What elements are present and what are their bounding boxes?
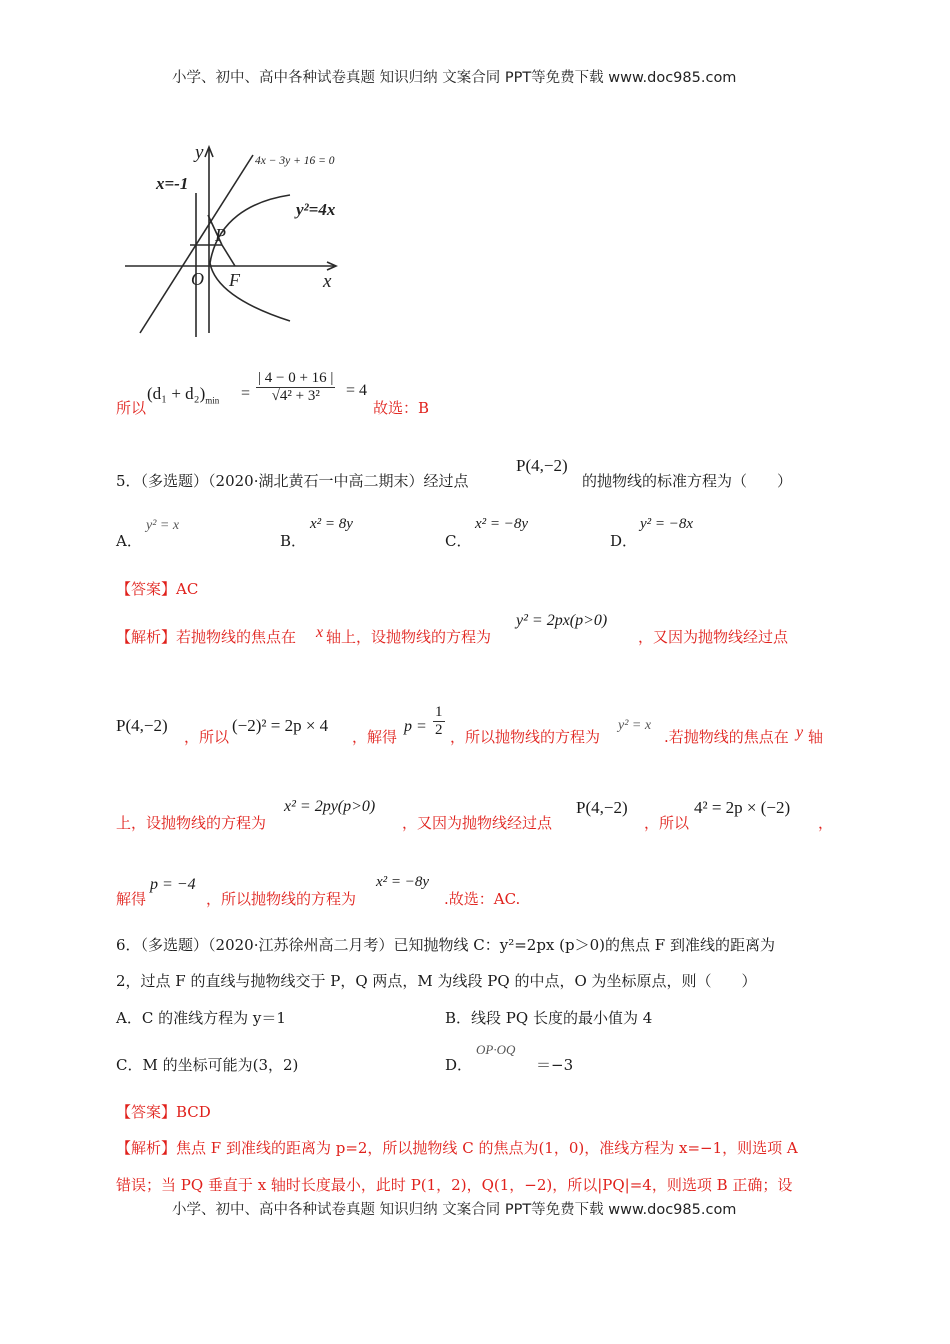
q5-ana-l2-pv: p =	[404, 718, 427, 735]
figure-point-p: P	[215, 225, 226, 245]
q5-ana-l2-d: .若抛物线的焦点在	[664, 728, 789, 746]
q5-ana-l3-c: ，所以	[644, 814, 690, 832]
q5-option-c-label: C．	[445, 532, 472, 550]
expr-min: min	[205, 395, 220, 406]
conclusion-eq: =	[241, 385, 251, 402]
q5-ana-l2-b: ，解得	[352, 728, 398, 746]
q5-ana-l2-eq2: y² = x	[618, 718, 652, 733]
conclusion-prefix: 所以	[116, 399, 147, 417]
q5-ana-l2-a: ，所以	[184, 728, 230, 746]
q5-ana-l3-b: ，又因为抛物线经过点	[402, 814, 553, 832]
frac-one: 1	[433, 704, 445, 722]
fraction-numerator: | 4 − 0 + 16 |	[256, 370, 335, 388]
q5-ana-l4-b: ，所以抛物线的方程为	[206, 890, 357, 908]
q6-ana-l1: 【解析】焦点 F 到准线的距离为 p=2，所以抛物线 C 的焦点为(1，0)，准线方程为 x=−1，则选项 A	[116, 1139, 798, 1157]
figure-parabola-label: y²=4x	[296, 200, 336, 219]
figure-origin: O	[191, 269, 204, 289]
q5-option-b-expr: x² = 8y	[310, 516, 353, 532]
q5-ana-l1-b: 轴上，设抛物线的方程为	[326, 628, 492, 646]
frac-two: 2	[435, 722, 443, 739]
q5-ana-l2-eq: (−2)² = 2p × 4	[232, 716, 329, 735]
q5-option-c-expr: x² = −8y	[475, 516, 529, 532]
q5-ana-l2-c: ，所以抛物线的方程为	[450, 728, 601, 746]
q5-option-d-label: D．	[610, 532, 638, 550]
q5-ana-l1-x: x	[316, 624, 324, 641]
q5-option-a-label: A．	[116, 532, 142, 550]
q5-option-a-expr: y² = x	[146, 518, 180, 533]
q5-option-d-expr: y² = −8x	[640, 516, 694, 532]
q6-option-c: C．M 的坐标可能为(3，2)	[116, 1056, 299, 1074]
q5-answer: 【答案】AC	[116, 580, 199, 598]
q6-option-d-value: ＝−3	[536, 1056, 574, 1074]
conclusion-result: = 4	[346, 382, 368, 399]
q5-ana-l1-eq: y² = 2px(p>0)	[516, 612, 608, 629]
q6-ana-l2: 错误；当 PQ 垂直于 x 轴时长度最小，此时 P(1，2)，Q(1，−2)，所以|PQ|=4，则选项 B 正确；设	[116, 1176, 793, 1194]
conclusion-expr	[147, 384, 219, 405]
q5-ana-l4-c: .故选：AC.	[444, 890, 521, 908]
page-header: 小学、初中、高中各种试卷真题 知识归纳 文案合同 PPT等免费下载 www.doc985.com	[172, 70, 737, 86]
parabola-curve	[210, 195, 290, 321]
q5-ana-l4-a: 解得	[116, 890, 147, 908]
figure-focus: F	[229, 270, 240, 290]
q5-point: P(4,−2)	[516, 456, 568, 475]
segment-pf	[222, 245, 235, 266]
q5-ana-l1-c: ，又因为抛物线经过点	[638, 628, 789, 646]
conclusion-suffix: 故选：B	[373, 399, 430, 417]
q6-option-a: A．C 的准线方程为 y＝1	[116, 1009, 286, 1027]
q5-ana-l4-pv: p = −4	[150, 876, 196, 893]
q5-option-b-label: B．	[280, 532, 307, 550]
figure-x-label: x	[323, 271, 332, 292]
q5-ana-l3-d: ，	[818, 814, 834, 832]
q5-ana-l3-p: P(4,−2)	[576, 798, 628, 817]
fraction-denominator: √4² + 3²	[271, 388, 320, 405]
q6-option-d-expr: OP·OQ	[476, 1042, 516, 1057]
q6-stem-l1: 6．（多选题）（2020·江苏徐州高二月考）已知抛物线 C：y²=2px (p＞0)的焦点 F 到准线的距离为	[116, 936, 775, 954]
figure-line-label: 4x − 3y + 16 = 0	[255, 155, 335, 167]
q5-ana-l1-a: 【解析】若抛物线的焦点在	[116, 628, 297, 646]
q5-ana-l2-p: P(4,−2)	[116, 716, 168, 735]
figure-directrix-label: x=-1	[156, 174, 189, 193]
q5-ana-l4-eq: x² = −8y	[376, 874, 430, 890]
q5-ana-l2-y: y	[796, 724, 804, 741]
q5-stem-b: 的抛物线的标准方程为（ ）	[582, 472, 793, 490]
expr-d-sum: (d₁ + d₂)	[147, 384, 206, 403]
q5-stem-a: 5．（多选题）（2020·湖北黄石一中高二期末）经过点	[116, 472, 469, 490]
conclusion-fraction	[256, 370, 335, 406]
q6-option-b: B．线段 PQ 长度的最小值为 4	[445, 1009, 653, 1027]
q5-ana-l3-eq2: 4² = 2p × (−2)	[694, 798, 791, 817]
q6-answer: 【答案】BCD	[116, 1103, 211, 1121]
q5-ana-l2-frac	[433, 704, 445, 740]
figure-y-label: y	[195, 142, 204, 163]
q5-ana-l2-e: 轴	[808, 728, 824, 746]
q6-stem-l2: 2，过点 F 的直线与抛物线交于 P，Q 两点，M 为线段 PQ 的中点，O 为坐标原点，则（ ）	[116, 972, 757, 990]
parabola-figure	[110, 135, 360, 340]
q5-ana-l3-a: 上，设抛物线的方程为	[116, 814, 267, 832]
q5-ana-l3-eq: x² = 2py(p>0)	[284, 798, 376, 815]
page-footer: 小学、初中、高中各种试卷真题 知识归纳 文案合同 PPT等免费下载 www.doc985.com	[172, 1202, 737, 1218]
q6-option-d-label: D．	[445, 1056, 473, 1074]
